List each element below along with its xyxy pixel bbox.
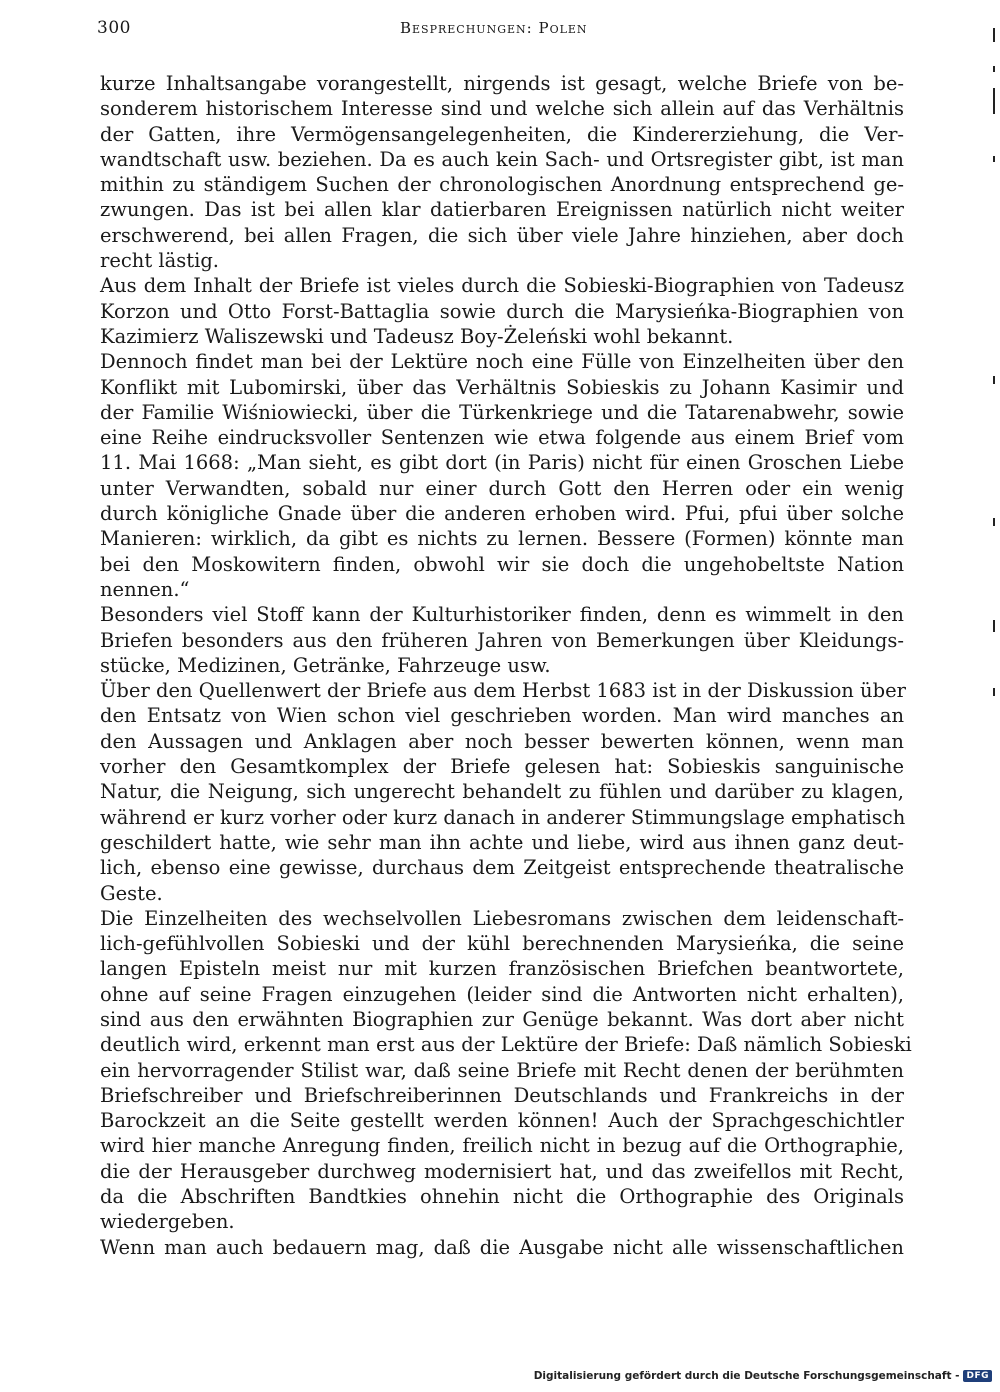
text-line: während er kurz vorher oder kurz danach in anderer Stimmungslage emphatisch (100, 805, 906, 829)
text-line: Besonders viel Stoff kann der Kulturhistoriker finden, denn es wimmelt in den (100, 603, 904, 627)
text-line: der Familie Wiśniowiecki, über die Türkenkriege und die Tatarenabwehr, sowie (100, 400, 904, 424)
text-line: lich, ebenso eine gewisse, durchaus dem Zeitgeist entsprechende theatralische (100, 856, 904, 880)
text-line: Briefschreiber und Briefschreiberinnen Deutschlands und Frankreichs in der (100, 1083, 904, 1107)
margin-mark (993, 620, 995, 632)
body-text (100, 71, 912, 1260)
text-line: deutlich wird, erkennt man erst aus der Lektüre der Briefe: Daß nämlich Sobieski (100, 1033, 912, 1057)
text-line: Aus dem Inhalt der Briefe ist vieles durch die Sobieski-Biographien von Tadeusz (100, 274, 904, 298)
text-line: 11. Mai 1668: „Man sieht, es gibt dort (in Paris) nicht für einen Groschen Liebe (100, 451, 904, 475)
text-line: langen Episteln meist nur mit kurzen französischen Briefchen beantwortete, (100, 957, 904, 981)
text-line: Kazimierz Waliszewski und Tadeusz Boy-Żeleński wohl bekannt. (100, 324, 734, 348)
text-line: die der Herausgeber durchweg modernisiert hat, und das zweifellos mit Recht, (100, 1159, 904, 1183)
text-line: Konflikt mit Lubomirski, über das Verhältnis Sobieskis zu Johann Kasimir und (100, 375, 904, 399)
margin-mark (993, 376, 995, 384)
margin-mark (993, 66, 995, 72)
text-line: Barockzeit an die Seite gestellt werden können! Auch der Sprachgeschichtler (100, 1109, 904, 1133)
text-line: Dennoch findet man bei der Lektüre noch eine Fülle von Einzelheiten über den (100, 350, 904, 374)
text-line: wandtschaft usw. beziehen. Da es auch kein Sach- und Ortsregister gibt, ist man (100, 147, 904, 171)
text-line: den Aussagen und Anklagen aber noch besser bewerten können, wenn man (100, 729, 904, 753)
running-head: Besprechungen: Polen (400, 19, 588, 37)
margin-mark (993, 28, 995, 42)
margin-mark (993, 688, 995, 696)
text-line: lich-gefühlvollen Sobieski und der kühl berechnenden Marysieńka, die seine (100, 932, 904, 956)
text-line: Über den Quellenwert der Briefe aus dem Herbst 1683 ist in der Diskussion über (100, 679, 906, 703)
text-line: sind aus den erwähnten Biographien zur Genüge bekannt. Was dort aber nicht (100, 1007, 904, 1031)
margin-mark (993, 88, 995, 114)
text-line: erschwerend, bei allen Fragen, die sich über viele Jahre hinziehen, aber doch (100, 223, 904, 247)
text-line: Geste. (100, 881, 163, 905)
text-line: ein hervorragender Stilist war, daß seine Briefe mit Recht denen der berühmten (100, 1058, 904, 1082)
text-line: der Gatten, ihre Vermögensangelegenheiten, die Kindererziehung, die Ver- (100, 122, 904, 146)
text-line: sonderem historischem Interesse sind und welche sich allein auf das Verhältnis (100, 97, 904, 121)
dfg-logo-icon: DFG (963, 1370, 992, 1382)
margin-mark (993, 518, 995, 526)
text-line: kurze Inhaltsangabe vorangestellt, nirgends ist gesagt, welche Briefe von be- (100, 72, 904, 95)
text-line: recht lästig. (100, 249, 219, 273)
text-line: wiedergeben. (100, 1210, 235, 1234)
page-number: 300 (97, 18, 131, 38)
text-line: bei den Moskowitern finden, obwohl wir sie doch die ungehobeltste Nation (100, 552, 904, 576)
text-line: Manieren: wirklich, da gibt es nichts zu lernen. Bessere (Formen) könnte man (100, 527, 904, 551)
text-line: stücke, Medizinen, Getränke, Fahrzeuge usw. (100, 653, 551, 677)
text-line: zwungen. Das ist bei allen klar datierbaren Ereignissen natürlich nicht weiter (100, 198, 904, 222)
margin-mark (993, 156, 995, 162)
footer (534, 1368, 992, 1384)
text-line: wird hier manche Anregung finden, freilich nicht in bezug auf die Orthographie, (100, 1134, 904, 1158)
text-line: nennen.“ (100, 577, 190, 601)
text-line: da die Abschriften Bandtkies ohnehin nicht die Orthographie des Originals (100, 1185, 904, 1209)
text-line: Wenn man auch bedauern mag, daß die Ausgabe nicht alle wissenschaftlichen (100, 1235, 904, 1259)
text-line: vorher den Gesamtkomplex der Briefe gelesen hat: Sobieskis sanguinische (100, 755, 904, 779)
text-line: Die Einzelheiten des wechselvollen Liebesromans zwischen dem leidenschaft- (100, 906, 904, 930)
text-line: Briefen besonders aus den früheren Jahren von Bemerkungen über Kleidungs- (100, 628, 904, 652)
text-line: mithin zu ständigem Suchen der chronologischen Anordnung entsprechend ge- (100, 173, 904, 197)
footer-text: Digitalisierung gefördert durch die Deutsche Forschungsgemeinschaft - (533, 1370, 960, 1382)
text-line: Natur, die Neigung, sich ungerecht behandelt zu fühlen und darüber zu klagen, (100, 780, 904, 804)
text-line: eine Reihe eindrucksvoller Sentenzen wie etwa folgende aus einem Brief vom (100, 426, 904, 450)
text-line: den Entsatz von Wien schon viel geschrieben worden. Man wird manches an (100, 704, 904, 728)
text-line: geschildert hatte, wie sehr man ihn achte und liebe, wird aus ihnen ganz deut- (100, 830, 904, 854)
text-line: ohne auf seine Fragen einzugehen (leider sind die Antworten nicht erhalten), (100, 982, 904, 1006)
text-line: unter Verwandten, sobald nur einer durch Gott den Herren oder ein wenig (100, 476, 904, 500)
text-line: Korzon und Otto Forst-Battaglia sowie durch die Marysieńka-Biographien von (100, 299, 904, 323)
text-line: durch königliche Gnade über die anderen erhoben wird. Pfui, pfui über solche (100, 502, 904, 526)
